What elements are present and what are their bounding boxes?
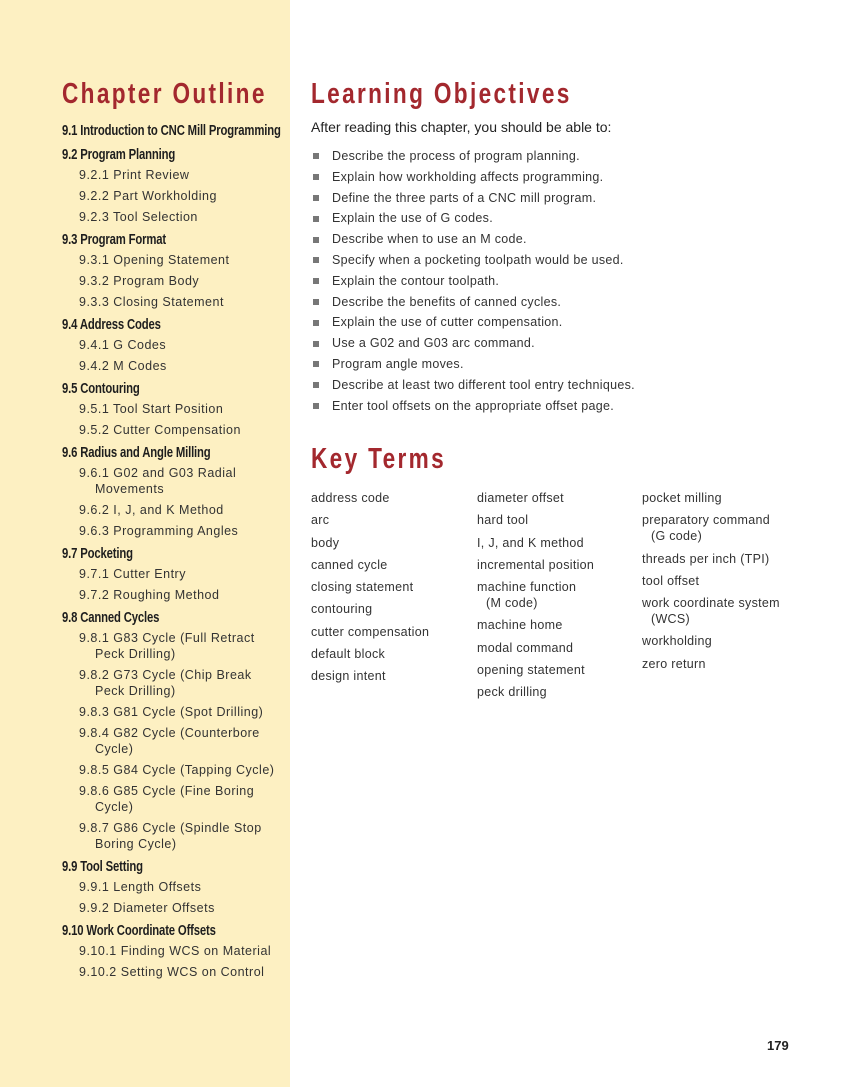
objective-item (313, 250, 635, 271)
key-term (642, 656, 802, 672)
outline-subsection (62, 252, 290, 268)
objective-text: Enter tool offsets on the appropriate offset page. (332, 398, 615, 413)
objective-text: Define the three parts of a CNC mill program. (332, 190, 597, 205)
outline-subsection-line: 9.2.1 Print Review (79, 168, 190, 182)
objective-item (313, 312, 635, 333)
outline-section: 9.5 Contouring (62, 381, 140, 397)
objective-item (313, 375, 635, 396)
outline-section: 9.9 Tool Setting (62, 859, 143, 875)
objective-text: Describe when to use an M code. (332, 232, 527, 247)
outline-subsection (62, 879, 290, 895)
key-term-line: opening statement (477, 663, 585, 678)
outline-subsection (62, 725, 290, 757)
outline-subsection (62, 337, 290, 353)
key-term (311, 624, 471, 640)
key-term-line: arc (311, 513, 330, 528)
outline-subsection-line: 9.8.4 G82 Cycle (Counterbore (79, 726, 260, 740)
objective-text: Describe the process of program planning. (332, 149, 580, 163)
key-terms-column (311, 490, 471, 691)
key-term (311, 535, 471, 551)
objectives-intro: After reading this chapter, you should be able to: (311, 119, 612, 135)
key-term (477, 557, 637, 573)
key-terms-column (477, 490, 637, 707)
key-term-line: peck drilling (477, 685, 547, 700)
key-term (477, 490, 637, 506)
key-term (642, 551, 802, 567)
outline-subsection-line: 9.8.2 G73 Cycle (Chip Break (79, 668, 252, 682)
objective-item (313, 146, 635, 167)
bullet-icon (313, 320, 319, 326)
outline-subsection (62, 465, 290, 497)
chapter-outline-heading: Chapter Outline (62, 78, 267, 110)
key-term-line: body (311, 535, 340, 550)
key-term-line: I, J, and K method (477, 535, 584, 550)
key-term-line: (G code) (651, 529, 703, 544)
objective-text: Explain the contour toolpath. (332, 273, 500, 288)
outline-subsection-line: Peck Drilling) (95, 684, 176, 698)
outline-subsection (62, 294, 290, 310)
outline-subsection-line: 9.7.1 Cutter Entry (79, 567, 186, 581)
key-terms-heading: Key Terms (311, 443, 447, 475)
key-term (311, 646, 471, 662)
key-term (477, 535, 637, 551)
key-term-line: machine function (477, 580, 577, 595)
key-term (477, 640, 637, 656)
key-term (477, 579, 637, 611)
bullet-icon (313, 153, 319, 159)
outline-subsection (62, 188, 290, 204)
key-term-line: address code (311, 491, 390, 505)
outline-subsection-line: Cycle) (95, 800, 134, 814)
outline-subsection-line: 9.6.3 Programming Angles (79, 524, 239, 538)
key-term-line: modal command (477, 640, 574, 655)
objective-text: Program angle moves. (332, 356, 464, 371)
outline-subsection-line: 9.9.2 Diameter Offsets (79, 901, 215, 915)
outline-subsection-line: Boring Cycle) (95, 837, 177, 851)
key-term-line: tool offset (642, 573, 700, 588)
key-term (642, 633, 802, 649)
outline-subsection (62, 900, 290, 916)
key-term (642, 573, 802, 589)
outline-subsection-line: 9.3.1 Opening Statement (79, 253, 230, 267)
outline-subsection (62, 422, 290, 438)
outline-subsection-line: 9.7.2 Roughing Method (79, 588, 220, 602)
objective-item (313, 229, 635, 250)
objective-item (313, 208, 635, 229)
outline-subsection (62, 943, 290, 959)
outline-subsection (62, 667, 290, 699)
key-term (642, 490, 802, 506)
learning-objectives-heading: Learning Objectives (311, 78, 572, 110)
outline-section: 9.1 Introduction to CNC Mill Programming (62, 123, 281, 139)
outline-subsection (62, 964, 290, 980)
key-term-line: diameter offset (477, 491, 564, 505)
outline-section: 9.7 Pocketing (62, 546, 133, 562)
outline-subsection-line: 9.5.1 Tool Start Position (79, 402, 224, 416)
bullet-icon (313, 278, 319, 284)
key-term-line: preparatory command (642, 513, 770, 528)
key-term (642, 595, 802, 627)
objective-text: Explain the use of G codes. (332, 211, 493, 226)
outline-section: 9.4 Address Codes (62, 317, 161, 333)
bullet-icon (313, 299, 319, 305)
bullet-icon (313, 382, 319, 388)
key-term-line: workholding (642, 634, 713, 649)
key-term (642, 512, 802, 544)
bullet-icon (313, 257, 319, 263)
key-term-line: (WCS) (651, 612, 690, 627)
objective-item (313, 188, 635, 209)
objective-item (313, 271, 635, 292)
bullet-icon (313, 341, 319, 347)
outline-subsection (62, 704, 290, 720)
key-term-line: canned cycle (311, 557, 388, 572)
outline-subsection (62, 523, 290, 539)
key-term (311, 557, 471, 573)
outline-subsection (62, 167, 290, 183)
outline-section: 9.10 Work Coordinate Offsets (62, 923, 216, 939)
key-term (477, 617, 637, 633)
outline-subsection-line: 9.4.2 M Codes (79, 359, 167, 373)
outline-subsection-line: 9.8.5 G84 Cycle (Tapping Cycle) (79, 763, 275, 777)
outline-subsection-line: 9.6.2 I, J, and K Method (79, 503, 224, 517)
key-term (311, 512, 471, 528)
key-term-line: cutter compensation (311, 624, 430, 639)
key-term (311, 668, 471, 684)
outline-subsection-line: Peck Drilling) (95, 647, 176, 661)
objective-text: Use a G02 and G03 arc command. (332, 336, 535, 351)
objectives-list (313, 146, 635, 416)
outline-subsection (62, 566, 290, 582)
outline-subsection (62, 630, 290, 662)
objective-item (313, 396, 635, 417)
bullet-icon (313, 174, 319, 180)
key-term-line: default block (311, 647, 386, 662)
objective-item (313, 292, 635, 313)
outline-subsection-line: 9.3.3 Closing Statement (79, 295, 224, 309)
outline-subsection-line: 9.10.1 Finding WCS on Material (79, 944, 272, 958)
outline-subsection-line: 9.9.1 Length Offsets (79, 880, 202, 894)
bullet-icon (313, 195, 319, 201)
outline-subsection (62, 762, 290, 778)
outline-subsection-line: 9.6.1 G02 and G03 Radial (79, 466, 237, 480)
outline-subsection-line: 9.2.3 Tool Selection (79, 210, 198, 224)
outline-section: 9.3 Program Format (62, 232, 167, 248)
objective-item (313, 167, 635, 188)
key-term-line: work coordinate system (642, 596, 780, 611)
outline-subsection-line: 9.3.2 Program Body (79, 274, 200, 288)
outline-subsection (62, 587, 290, 603)
key-term (311, 579, 471, 595)
outline-subsection-line: 9.2.2 Part Workholding (79, 189, 217, 203)
key-term-line: hard tool (477, 513, 529, 528)
outline-subsection-line: 9.10.2 Setting WCS on Control (79, 965, 265, 979)
outline-subsection-line: Movements (95, 482, 165, 496)
outline-subsection-line: 9.8.7 G86 Cycle (Spindle Stop (79, 821, 262, 835)
objective-text: Specify when a pocketing toolpath would be used. (332, 252, 624, 267)
key-term-line: threads per inch (TPI) (642, 551, 770, 566)
outline-subsection (62, 401, 290, 417)
outline-subsection-line: Cycle) (95, 742, 134, 756)
key-term (477, 684, 637, 700)
outline-subsection (62, 502, 290, 518)
key-term-line: machine home (477, 618, 563, 633)
objective-text: Describe at least two different tool entry techniques. (332, 377, 635, 392)
key-term-line: incremental position (477, 557, 595, 572)
key-term-line: (M code) (486, 596, 538, 611)
key-term-line: pocket milling (642, 491, 722, 505)
outline-subsection (62, 820, 290, 852)
key-term (477, 662, 637, 678)
key-term-line: closing statement (311, 580, 414, 595)
outline-subsection (62, 273, 290, 289)
outline-section: 9.8 Canned Cycles (62, 610, 160, 626)
objective-text: Explain how workholding affects programming. (332, 169, 604, 184)
bullet-icon (313, 216, 319, 222)
key-terms-column (642, 490, 802, 678)
objective-text: Explain the use of cutter compensation. (332, 315, 563, 330)
outline-subsection-line: 9.8.3 G81 Cycle (Spot Drilling) (79, 705, 264, 719)
chapter-outline (62, 122, 290, 980)
outline-subsection (62, 209, 290, 225)
objective-item (313, 354, 635, 375)
key-term (311, 601, 471, 617)
outline-section: 9.2 Program Planning (62, 147, 176, 163)
key-term-line: zero return (642, 656, 706, 671)
objective-text: Describe the benefits of canned cycles. (332, 294, 562, 309)
outline-subsection-line: 9.4.1 G Codes (79, 338, 167, 352)
key-term-line: design intent (311, 669, 386, 684)
outline-subsection-line: 9.5.2 Cutter Compensation (79, 423, 241, 437)
outline-subsection (62, 783, 290, 815)
outline-section: 9.6 Radius and Angle Milling (62, 445, 211, 461)
outline-subsection (62, 358, 290, 374)
bullet-icon (313, 403, 319, 409)
outline-subsection-line: 9.8.1 G83 Cycle (Full Retract (79, 631, 255, 645)
outline-subsection-line: 9.8.6 G85 Cycle (Fine Boring (79, 784, 255, 798)
page-number: 179 (767, 1038, 789, 1053)
key-term (311, 490, 471, 506)
objective-item (313, 333, 635, 354)
bullet-icon (313, 237, 319, 243)
key-term (477, 512, 637, 528)
bullet-icon (313, 361, 319, 367)
key-term-line: contouring (311, 602, 373, 617)
